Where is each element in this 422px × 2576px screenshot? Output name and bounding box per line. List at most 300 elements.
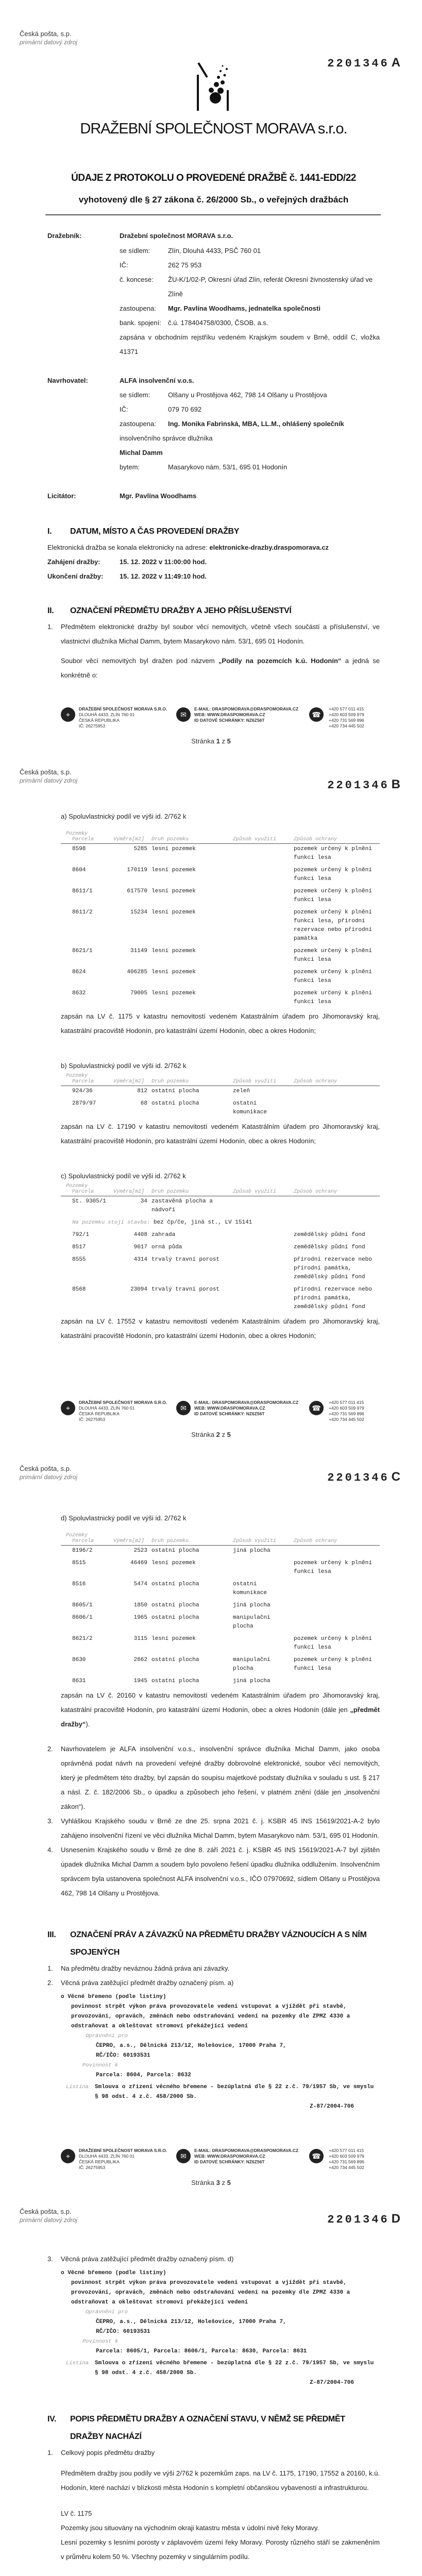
cell-parcel: 8606/1 xyxy=(72,1615,93,1621)
item-text: Na předmětu dražby neváznou žádná práva ani závazky. xyxy=(61,1964,230,1972)
auctioneer-block xyxy=(47,229,380,359)
deed-reference: Z-87/2004-706 xyxy=(310,2380,354,2386)
debtor-residence: Masarykovo nám. 53/1, 695 01 Hodonín xyxy=(168,463,288,471)
subject-name-paragraph xyxy=(47,654,380,683)
cell-area: 15234 xyxy=(130,909,147,916)
page-footer xyxy=(0,706,422,756)
cell-parcel: 8555 xyxy=(72,1257,86,1263)
auctioneer-concession: ŽU-K/1/02-P, Okresní úřad Zlín, referát Okresní živnostenský úřad ve Zlíně xyxy=(168,276,373,298)
item-text: Vyhláškou Krajského soudu v Brně ze dne 25. srpna 2021 č. j. KSBR 45 INS 15619/2021-A-2 bylo zahájeno insolvenční řízení ve věci dlužníka Michal Damm, bytem Masarykovo nám. 53/1, 695 01 Hodonín. xyxy=(61,1817,380,1839)
lv-title: LV č. 1175 xyxy=(61,2510,92,2517)
cell-protection: pozemek určený k plnění funkcí lesa xyxy=(294,948,372,963)
cell-parcel: 8624 xyxy=(72,969,86,975)
document-title: ÚDAJE Z PROTOKOLU O PROVEDENÉ DRAŽBĚ č. 1441-EDD/22 xyxy=(71,173,356,183)
cell-parcel: St. 9305/1 xyxy=(72,1198,107,1205)
page-total: 5 xyxy=(227,1431,231,1438)
page-of: z xyxy=(222,2179,225,2187)
cell-area: 1850 xyxy=(133,1602,147,1608)
phone-icon: ☎ xyxy=(309,1401,324,1415)
list-item xyxy=(47,1961,380,1976)
footer-contact xyxy=(194,2148,298,2165)
cell-use: jiná plocha xyxy=(233,1602,271,1608)
cell-type: lesní pozemek xyxy=(151,1560,196,1566)
table-header-row xyxy=(61,831,380,844)
proposer-ic-label: IČ: xyxy=(120,405,128,413)
postmark-name: Česká pošta, s.p. xyxy=(20,30,72,38)
footer-street: DLOUHÁ 4433, ZLÍN 760 01 xyxy=(79,2154,135,2159)
phone-icon: ☎ xyxy=(309,2149,324,2163)
cell-protection: pozemek určený k plnění funkcí lesa xyxy=(294,1657,372,1672)
residence-label: bytem: xyxy=(120,463,140,471)
proposer-role: insolvenčního správce dlužníka xyxy=(120,434,213,442)
col-parcel-label: Parcela xyxy=(72,1189,94,1195)
location-pin-icon: ⌖ xyxy=(61,2149,75,2163)
footer-company: DRAŽEBNÍ SPOLEČNOST MORAVA S.R.O. xyxy=(79,706,167,711)
page-number xyxy=(0,2179,422,2187)
cell-type: zastavěná plocha a nádvoří xyxy=(151,1198,213,1213)
footer-country: ČESKÁ REPUBLIKA xyxy=(79,718,120,723)
stamp-letter: B xyxy=(391,777,402,791)
col-area-label: Výměra[m2] xyxy=(113,1189,145,1195)
col-use-label: Způsob využití xyxy=(233,1538,277,1544)
easement-d xyxy=(47,2268,380,2388)
easement-description: povinnost strpět výkon práva provozovatele vedení vstupovat a vjíždět při stavbě, provozování, opravách, změnách nebo odstraňování vedení na pozemky dle ZPMZ 4330 a odstraňovat a okleštovat stromoví překážející vedení xyxy=(71,2004,350,2029)
registry-text: zapsán na LV č. 17190 v katastru nemovitostí vedeném Katastrálním úřadem pro Jihomoravský kraj, katastrální pracoviště Hodonín, pro katastrální území Hodonín, obec a okres Hodonín; xyxy=(61,1123,380,1145)
parcel-table-d xyxy=(61,1533,380,1688)
section-number: I. xyxy=(47,527,52,536)
cell-parcel: 8611/2 xyxy=(72,909,93,916)
lv-block xyxy=(61,2506,380,2564)
col-type-label: Druh pozemku xyxy=(151,837,189,842)
footer-phone[interactable]: +420 731 569 896 xyxy=(329,1411,364,1416)
col-use-label: Způsob využití xyxy=(233,1189,277,1195)
share-label: d) Spoluvlastnický podíl ve výši id. 2/762 k xyxy=(61,1514,187,1522)
cell-parcel: 8568 xyxy=(72,1286,86,1293)
section-number: II. xyxy=(47,606,54,615)
col-type-label: Druh pozemku xyxy=(151,1079,189,1084)
deed-reference: Z-87/2004-706 xyxy=(310,2104,354,2110)
cell-type: lesní pozemek xyxy=(151,990,196,996)
parcel-table-a xyxy=(61,831,380,1009)
easement-description: povinnost strpět výkon práva provozovatele vedení vstupovat a vjíždět při stavbě, provozování, opravách, změnách nebo odstraňování vedení na pozemky dle ZPMZ 4330 a odstraňovat a okleštovat stromoví překážející vedení xyxy=(71,2280,350,2306)
page-of: z xyxy=(222,737,225,745)
duty-parcels: Parcela: 8605/1, Parcela: 8606/1, Parcela: 8630, Parcela: 8631 xyxy=(96,2348,307,2354)
cell-type: ostatní plocha xyxy=(151,1678,199,1684)
item-number: 3. xyxy=(47,1817,53,1825)
cell-parcel: 8631 xyxy=(72,1678,86,1684)
footer-contact xyxy=(194,706,298,723)
cell-type: ostatní plocha xyxy=(151,1615,199,1621)
deed-text: Smlouva o zřízení věcného břemene - bezúplatná dle § 22 z.č. 79/1957 Sb, ve smyslu § 98 odst. 4 z.č. 458/2000 Sb. xyxy=(95,2360,374,2376)
easement-a xyxy=(47,1992,380,2112)
col-use-label: Způsob využití xyxy=(233,837,277,842)
footer-web[interactable]: WEB: WWW.DRASPOMORAVA.CZ xyxy=(194,2154,265,2159)
auctioneer-register: zapsána v obchodním rejstříku vedeném Krajským soudem v Brně, oddíl C, vložka 41371 xyxy=(120,333,380,355)
cell-protection: pozemek určený k plnění funkcí lesa xyxy=(294,1560,372,1575)
col-area-label: Výměra[m2] xyxy=(113,1538,145,1544)
auctioneer-seat: Zlín, Dlouhá 4433, PSČ 760 01 xyxy=(168,247,261,255)
footer-address xyxy=(79,2148,167,2171)
stamp-number xyxy=(327,1470,402,1484)
table-row xyxy=(61,1230,380,1242)
start-label: Zahájení dražby: xyxy=(47,558,100,566)
footer-ic: IČ: 26275953 xyxy=(79,1417,106,1422)
footer-phone[interactable]: +420 731 569 896 xyxy=(329,2159,364,2164)
beneficiary-label: Oprávnění pro xyxy=(86,2309,128,2315)
item-number: 4. xyxy=(47,1846,53,1854)
item-number: 1. xyxy=(47,1964,53,1972)
cell-area: 34 xyxy=(140,1198,147,1205)
cell-use: ostatní komunikace xyxy=(233,1100,267,1115)
item-number: 1. xyxy=(47,2449,53,2456)
postmark-source: primární datový zdroj xyxy=(20,777,78,784)
list-item xyxy=(47,2252,380,2266)
online-address-line xyxy=(47,540,380,555)
table-row xyxy=(61,907,380,946)
footer-phone[interactable]: +420 731 569 896 xyxy=(329,718,364,723)
cell-type: ostatní plocha xyxy=(151,1100,199,1107)
footer-phones xyxy=(329,2148,364,2171)
section-number: IV. xyxy=(47,2415,57,2424)
footer-databox: ID DATOVÉ SCHRÁNKY: NZ6Z56T xyxy=(194,2159,265,2164)
cell-type: lesní pozemek xyxy=(151,846,196,852)
col-type-label: Druh pozemku xyxy=(151,1538,189,1544)
company-name: DRAŽEBNÍ SPOLEČNOST MORAVA s.r.o. xyxy=(80,121,347,137)
footer-databox: ID DATOVÉ SCHRÁNKY: NZ6Z56T xyxy=(194,718,265,723)
cell-type: lesní pozemek xyxy=(151,867,196,873)
location-pin-icon: ⌖ xyxy=(61,1401,75,1415)
cell-parcel: 8621/2 xyxy=(72,1636,93,1642)
cell-area: 170119 xyxy=(127,867,147,873)
cell-parcel: 8515 xyxy=(72,1560,86,1566)
list-item xyxy=(47,1742,380,1814)
cell-type: trvalý travní porost xyxy=(151,1257,220,1263)
footer-databox: ID DATOVÉ SCHRÁNKY: NZ6Z56T xyxy=(194,1411,265,1416)
location-pin-icon: ⌖ xyxy=(61,707,75,722)
col-use-label: Způsob využití xyxy=(233,1079,277,1084)
footer-address xyxy=(79,706,167,729)
table-row xyxy=(61,1086,380,1099)
proposer-representative: Ing. Monika Fabrinská, MBA, LL.M., ohlášený společník xyxy=(168,420,344,428)
cell-area: 9617 xyxy=(133,1244,147,1250)
cell-parcel: 8632 xyxy=(72,990,86,996)
footer-phone[interactable]: +420 734 445 502 xyxy=(329,2165,364,2170)
table-row xyxy=(61,988,380,1009)
cell-type: zahrada xyxy=(151,1232,176,1238)
cell-parcel: 8196/2 xyxy=(72,1548,93,1554)
beneficiary: ČEPRO, a.s., Dělnická 213/12, Holešovice, 17000 Praha 7, RČ/IČO: 60193531 xyxy=(96,2043,286,2059)
share-label: c) Spoluvlastnický podíl ve výši id. 2/762 k xyxy=(61,1172,186,1180)
bank-label: bank. spojení: xyxy=(120,319,161,327)
proposer-label: Navrhovatel: xyxy=(47,377,88,384)
page-number xyxy=(0,1431,422,1438)
footer-web[interactable]: WEB: WWW.DRASPOMORAVA.CZ xyxy=(194,1405,265,1411)
table-row xyxy=(61,1579,380,1600)
cell-area: 68 xyxy=(140,1100,147,1107)
auctioneer-representative: Mgr. Pavlína Woodhams, jednatelka společnosti xyxy=(168,304,320,312)
col-protection-label: Způsob ochrany xyxy=(294,1079,337,1084)
cell-area: 5285 xyxy=(133,846,147,852)
cell-area: 4408 xyxy=(133,1232,147,1238)
registry-defined-term: „předmět dražby“ xyxy=(61,1706,380,1728)
stamp-digits: 2201346 xyxy=(327,779,390,792)
note-label: Na pozemku stojí stavba: xyxy=(72,1219,150,1226)
online-text: Elektronická dražba se konala elektronicky na adrese: xyxy=(47,544,208,551)
col-type-label: Druh pozemku xyxy=(151,1189,189,1195)
registry-text: zapsán na LV č. 1175 v katastru nemovitostí vedeném Katastrálním úřadem pro Jihomoravský kraj, katastrální pracoviště Hodonín, pro katastrální území Hodonín, obec a okres Hodonín; xyxy=(61,1012,380,1035)
cell-protection: zemědělský půdní fond xyxy=(294,1244,365,1250)
cell-type: lesní pozemek xyxy=(151,888,196,894)
beneficiary-label: Oprávnění pro xyxy=(86,2033,128,2039)
parcel-table xyxy=(61,1073,380,1120)
list-item xyxy=(47,1976,380,1990)
cell-parcel: 8604 xyxy=(72,867,86,873)
footer-phone[interactable]: +420 577 011 415 xyxy=(329,706,364,711)
cell-type: ostatní plocha xyxy=(151,1581,199,1587)
cell-type: ostatní plocha xyxy=(151,1548,199,1554)
cell-area: 617570 xyxy=(127,888,147,894)
auction-url[interactable]: elektronicke-drazby.draspomorava.cz xyxy=(209,544,329,551)
stamp-number xyxy=(327,56,402,70)
proposer-ic: 079 70 692 xyxy=(168,405,202,413)
cell-protection: pozemek určený k plnění funkcí lesa xyxy=(294,1636,372,1651)
col-parcel-label: Parcela xyxy=(72,837,94,842)
cell-protection: přírodní rezervace nebo přírodní památka, zemědělský půdní fond xyxy=(294,1257,372,1280)
cell-type: ostatní plocha xyxy=(151,1657,199,1663)
envelope-icon: ✉ xyxy=(176,1401,191,1415)
cell-parcel: 2879/97 xyxy=(72,1100,96,1107)
parcel-table-c xyxy=(61,1183,380,1314)
footer-web[interactable]: WEB: WWW.DRASPOMORAVA.CZ xyxy=(194,712,265,717)
cell-type: orná půda xyxy=(151,1244,182,1250)
proposer-rep-label: zastoupena: xyxy=(120,420,156,428)
deed-text: Smlouva o zřízení věcného břemene - bezúplatná dle § 22 z.č. 79/1957 Sb, ve smyslu § 98 odst. 4 z.č. 458/2000 Sb. xyxy=(95,2084,374,2100)
envelope-icon: ✉ xyxy=(176,2149,191,2163)
start-row xyxy=(47,555,380,569)
cell-area: 2523 xyxy=(133,1548,147,1554)
table-row xyxy=(61,1676,380,1688)
table-note-row xyxy=(61,1217,380,1230)
duty-label: Povinnost k xyxy=(82,2338,119,2345)
share-label: a) Spoluvlastnický podíl ve výši id. 2/762 k xyxy=(61,812,187,820)
proposer-block xyxy=(47,374,380,474)
table-row xyxy=(61,1284,380,1314)
cell-parcel: 8630 xyxy=(72,1657,86,1663)
cell-protection: pozemek určený k plnění funkcí lesa xyxy=(294,969,372,984)
col-protection-label: Způsob ochrany xyxy=(294,1189,337,1195)
table-row xyxy=(61,1600,380,1613)
postmark-name: Česká pošta, s.p. xyxy=(20,1465,72,1472)
postmark-source: primární datový zdroj xyxy=(20,39,78,46)
registry-post: ). xyxy=(86,1720,90,1728)
cell-area: 812 xyxy=(137,1088,147,1094)
footer-ic: IČ: 26275953 xyxy=(79,2165,106,2170)
cell-area: 46469 xyxy=(130,1560,147,1566)
item-text: Navrhovatelem je ALFA insolvenční v.o.s., insolvenční správce dlužníka Michal Damm, jako osoba oprávněná podat návrh na provedení veřejné dražby dobrovolné elektronické, soubor věcí nemovitých, který je předmětem této dražby, byl zapsán do soupisu majetkové podstaty dlužníka v souladu s ust. § 217 a násl. Z. č. 182/2006 Sb., o úpadku a způsobech jeho řešení, v platném znění (dále jen „insolvenční zákon“). xyxy=(61,1745,380,1810)
cell-protection: pozemek určený k plnění funkcí lesa xyxy=(294,846,372,861)
table-row xyxy=(61,1558,380,1579)
item-text: Usnesením Krajského soudu v Brně ze dne 8. září 2021 č. j. KSBR 45 INS 15619/2021-A-7 byl zjištěn úpadek dlužníka Michal Damm a soudem bylo povoleno řešení úpadku dlužníka oddlužením. Insolvenčním správcem byla ustanovena společnost ALFA insolvenční v.o.s., IČO 07970692, sídlem Olšany u Prostějova 462, 798 14 Olšany u Prostějova. xyxy=(61,1846,380,1897)
footer-phone[interactable]: +420 603 509 979 xyxy=(329,712,364,717)
footer-phone[interactable]: +420 577 011 415 xyxy=(329,1400,364,1405)
registry-text xyxy=(61,1688,380,1732)
page-4 xyxy=(0,2197,422,2576)
item-text: Celkový popis předmětu dražby xyxy=(61,2449,155,2456)
licitator-name: Mgr. Pavlína Woodhams xyxy=(120,492,197,500)
footer-contact xyxy=(194,1400,298,1417)
stamp-digits: 2201346 xyxy=(327,1471,390,1484)
auctioneer-ic-label: IČ: xyxy=(120,261,128,269)
section-heading xyxy=(47,1926,380,1961)
cell-parcel: 8611/1 xyxy=(72,888,93,894)
easement-heading: o Věcné břemeno (podle listiny) xyxy=(61,2270,166,2276)
page-footer xyxy=(0,2148,422,2197)
section-title: DATUM, MÍSTO A ČAS PROVEDENÍ DRAŽBY xyxy=(70,527,240,536)
col-protection-label: Způsob ochrany xyxy=(294,837,337,842)
duty-parcels: Parcela: 8604, Parcela: 8632 xyxy=(96,2072,191,2078)
footer-email[interactable]: E-MAIL: DRASPOMORAVA@DRASPOMORAVA.CZ xyxy=(194,2148,299,2153)
deed-label: Listina xyxy=(66,2360,89,2366)
section-heading xyxy=(47,602,380,620)
page-word: Stránka xyxy=(191,2179,214,2187)
company-logo-icon xyxy=(196,62,232,113)
parcel-table xyxy=(61,831,380,1009)
note-text: bez čp/če, jiná st., LV 15141 xyxy=(153,1219,252,1226)
cell-type: lesní pozemek xyxy=(151,948,196,954)
page-total: 5 xyxy=(227,2179,231,2187)
postmark-source: primární datový zdroj xyxy=(20,1473,78,1481)
registry-text: zapsán na LV č. 17552 v katastru nemovitostí vedeném Katastrálním úřadem pro Jihomoravský kraj, katastrální pracoviště Hodonín, pro katastrální území Hodonín, obec a okres Hodonín; xyxy=(61,1317,380,1340)
cell-area: 23094 xyxy=(130,1286,147,1293)
footer-street: DLOUHÁ 4433, ZLÍN 760 01 xyxy=(79,1405,135,1411)
item-text: Věcná práva zatěžující předmět dražby označený písm. a) xyxy=(61,1979,234,1987)
footer-phone[interactable]: +420 734 445 502 xyxy=(329,1417,364,1422)
footer-phone[interactable]: +420 734 445 502 xyxy=(329,723,364,728)
table-row xyxy=(61,844,380,866)
postmark xyxy=(20,30,77,46)
cell-protection: pozemek určený k plnění funkcí lesa xyxy=(294,888,372,903)
footer-phone[interactable]: +420 603 509 979 xyxy=(329,2154,364,2159)
proposer-seat-label: se sídlem: xyxy=(120,391,150,399)
cell-protection: pozemek určený k plnění funkcí lesa xyxy=(294,867,372,882)
lv-descriptions xyxy=(61,2506,380,2576)
cell-type: lesní pozemek xyxy=(151,909,196,916)
postmark xyxy=(20,1465,77,1481)
table-row xyxy=(61,967,380,988)
auctioneer-rep-label: zastoupena: xyxy=(120,304,156,312)
page-current: 3 xyxy=(216,2179,220,2187)
col-protection-label: Způsob ochrany xyxy=(294,1538,337,1544)
col-area-label: Výměra[m2] xyxy=(113,837,145,842)
table-row xyxy=(61,1196,380,1218)
table-row xyxy=(61,865,380,886)
start-value: 15. 12. 2022 v 11:00:00 hod. xyxy=(120,558,207,566)
item-text: Předmětem elektronické dražby byl soubor věcí nemovitých, včetně všech součástí a příslušenství, ve vlastnictví dlužníka Michal Damm, bytem Masarykovo nám. 53/1, 695 01 Hodonín. xyxy=(61,623,380,645)
footer-company: DRAŽEBNÍ SPOLEČNOST MORAVA S.R.O. xyxy=(79,1400,167,1405)
lv-line: Pozemky jsou situovány na východním okraji katastru města v údolní nivě řeky Moravy. xyxy=(61,2524,319,2532)
footer-phone[interactable]: +420 603 509 979 xyxy=(329,1405,364,1411)
footer-company: DRAŽEBNÍ SPOLEČNOST MORAVA S.R.O. xyxy=(79,2148,167,2153)
postmark-source: primární datový zdroj xyxy=(20,2216,78,2224)
page-footer xyxy=(0,1400,422,1449)
cell-parcel: 924/36 xyxy=(72,1088,93,1094)
cell-use: manipulační plocha xyxy=(233,1615,271,1630)
section-title: OZNAČENÍ PŘEDMĚTU DRAŽBY A JEHO PŘÍSLUŠENSTVÍ xyxy=(70,606,292,615)
postmark xyxy=(20,2208,77,2224)
cell-parcel: 8621/1 xyxy=(72,948,93,954)
stamp-letter: A xyxy=(391,56,402,70)
footer-phones xyxy=(329,1400,364,1422)
cell-area: 4314 xyxy=(133,1257,147,1263)
document-subtitle: vyhotovený dle § 27 zákona č. 26/2000 Sb., o veřejných dražbách xyxy=(78,195,349,205)
table-row xyxy=(61,1242,380,1255)
auctioneer-seat-label: se sídlem: xyxy=(120,247,150,255)
section-heading xyxy=(47,523,380,540)
col-parcel-label: Parcela xyxy=(72,1079,94,1084)
cell-area: 3115 xyxy=(133,1636,147,1642)
cell-area: 5474 xyxy=(133,1581,147,1587)
cell-parcel: 8598 xyxy=(72,846,86,852)
list-item xyxy=(47,620,380,649)
end-value: 15. 12. 2022 v 11:49:10 hod. xyxy=(120,572,207,580)
table-row xyxy=(61,1255,380,1284)
cell-type: ostatní plocha xyxy=(151,1602,199,1608)
page-total: 5 xyxy=(227,737,231,745)
col-area-label: Výměra[m2] xyxy=(113,1079,145,1084)
cell-area: 1965 xyxy=(133,1615,147,1621)
footer-phones xyxy=(329,706,364,729)
table-row xyxy=(61,1655,380,1676)
easement-block xyxy=(61,1992,380,2112)
item-number: 2. xyxy=(47,1745,53,1753)
concession-label: č. koncese: xyxy=(120,276,154,283)
table-row xyxy=(61,886,380,907)
table-row xyxy=(61,1634,380,1655)
col-group-label: Pozemky xyxy=(66,831,88,837)
deed-label: Listina xyxy=(66,2084,89,2090)
subject-outro: a jedná se konkrétně o: xyxy=(61,657,380,679)
footer-ic: IČ: 26275953 xyxy=(79,723,106,728)
share-label: b) Spoluvlastnický podíl ve výši id. 2/762 k xyxy=(61,1062,187,1070)
footer-phone[interactable]: +420 577 011 415 xyxy=(329,2148,364,2153)
list-item xyxy=(47,1843,380,1901)
col-parcel-label: Parcela xyxy=(72,1538,94,1544)
parcel-table xyxy=(61,1183,380,1314)
licitator-label: Licitátor: xyxy=(47,492,76,500)
lv-line: Lesní pozemky s lesními porosty v záplavovém území řeky Moravy. Porosty různého stáří se zakmeněním v průměru kolem 50 %. Všechny pozemky v singulárním podílu. xyxy=(61,2538,380,2561)
phone-icon: ☎ xyxy=(309,707,324,722)
cell-type: ostatní plocha xyxy=(151,1088,199,1094)
footer-address xyxy=(79,1400,167,1422)
section-number: III. xyxy=(47,1930,56,1939)
parcel-table xyxy=(61,1533,380,1688)
item-number: 1. xyxy=(47,623,53,631)
postmark-name: Česká pošta, s.p. xyxy=(20,768,72,776)
stamp-number xyxy=(327,2212,402,2226)
cell-use: manipulační plocha xyxy=(233,1657,271,1672)
list-item xyxy=(47,1814,380,1843)
footer-email[interactable]: E-MAIL: DRASPOMORAVA@DRASPOMORAVA.CZ xyxy=(194,1400,299,1405)
cell-protection: pozemek určený k plnění funkcí lesa xyxy=(294,990,372,1005)
cell-area: 1945 xyxy=(133,1678,147,1684)
stamp-digits: 2201346 xyxy=(327,57,390,70)
page-word: Stránka xyxy=(191,1431,214,1438)
col-group-label: Pozemky xyxy=(66,1533,88,1538)
cell-type: lesní pozemek xyxy=(151,969,196,975)
cell-parcel: 8517 xyxy=(72,1244,86,1250)
footer-email[interactable]: E-MAIL: DRASPOMORAVA@DRASPOMORAVA.CZ xyxy=(194,706,299,711)
item-text: Věcná práva zatěžující předmět dražby označený písm. d) xyxy=(61,2255,234,2263)
